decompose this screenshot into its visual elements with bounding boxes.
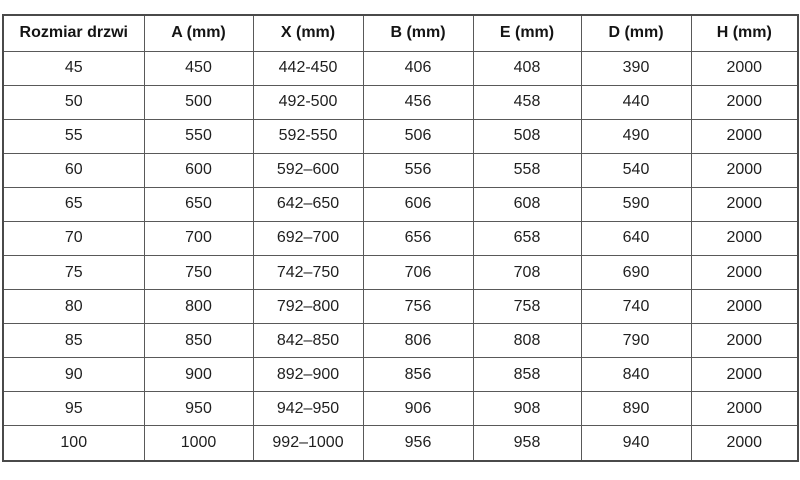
table-cell: 858 — [473, 358, 581, 392]
table-cell: 740 — [581, 290, 691, 324]
table-row — [3, 290, 798, 324]
column-header-x-mm: X (mm) — [253, 15, 363, 51]
table-cell: 556 — [363, 153, 473, 187]
table-cell: 406 — [363, 51, 473, 85]
table-cell: 506 — [363, 119, 473, 153]
table-cell: 490 — [581, 119, 691, 153]
table-cell: 658 — [473, 221, 581, 255]
table-cell: 892–900 — [253, 358, 363, 392]
table-cell: 708 — [473, 255, 581, 289]
table-row — [3, 358, 798, 392]
table-cell: 2000 — [691, 255, 798, 289]
table-cell: 85 — [3, 324, 144, 358]
column-header-a-mm: A (mm) — [144, 15, 253, 51]
table-cell: 592-550 — [253, 119, 363, 153]
table-cell: 600 — [144, 153, 253, 187]
table-cell: 2000 — [691, 324, 798, 358]
table-cell: 606 — [363, 187, 473, 221]
table-cell: 2000 — [691, 153, 798, 187]
table-cell: 800 — [144, 290, 253, 324]
table-cell: 390 — [581, 51, 691, 85]
table-row — [3, 426, 798, 461]
table-cell: 758 — [473, 290, 581, 324]
table-cell: 90 — [3, 358, 144, 392]
column-header-b-mm: B (mm) — [363, 15, 473, 51]
table-cell: 440 — [581, 85, 691, 119]
table-cell: 942–950 — [253, 392, 363, 426]
table-cell: 700 — [144, 221, 253, 255]
table-cell: 742–750 — [253, 255, 363, 289]
table-cell: 70 — [3, 221, 144, 255]
table-cell: 2000 — [691, 426, 798, 461]
door-dimensions-table-container — [2, 14, 797, 462]
table-cell: 2000 — [691, 221, 798, 255]
table-cell: 75 — [3, 255, 144, 289]
table-cell: 2000 — [691, 187, 798, 221]
table-cell: 690 — [581, 255, 691, 289]
table-cell: 2000 — [691, 392, 798, 426]
table-cell: 1000 — [144, 426, 253, 461]
table-cell: 55 — [3, 119, 144, 153]
table-cell: 806 — [363, 324, 473, 358]
table-cell: 592–600 — [253, 153, 363, 187]
table-cell: 2000 — [691, 119, 798, 153]
table-cell: 590 — [581, 187, 691, 221]
table-cell: 840 — [581, 358, 691, 392]
table-cell: 808 — [473, 324, 581, 358]
door-dimensions-table — [2, 14, 799, 462]
table-cell: 856 — [363, 358, 473, 392]
table-cell: 650 — [144, 187, 253, 221]
table-row — [3, 85, 798, 119]
table-row — [3, 221, 798, 255]
table-cell: 850 — [144, 324, 253, 358]
table-row — [3, 119, 798, 153]
table-cell: 906 — [363, 392, 473, 426]
table-cell: 95 — [3, 392, 144, 426]
table-cell: 790 — [581, 324, 691, 358]
table-cell: 642–650 — [253, 187, 363, 221]
table-cell: 956 — [363, 426, 473, 461]
table-cell: 50 — [3, 85, 144, 119]
table-cell: 442-450 — [253, 51, 363, 85]
table-cell: 2000 — [691, 290, 798, 324]
table-cell: 640 — [581, 221, 691, 255]
table-row — [3, 255, 798, 289]
table-cell: 65 — [3, 187, 144, 221]
table-cell: 756 — [363, 290, 473, 324]
table-cell: 408 — [473, 51, 581, 85]
table-cell: 706 — [363, 255, 473, 289]
table-cell: 500 — [144, 85, 253, 119]
table-cell: 508 — [473, 119, 581, 153]
table-cell: 908 — [473, 392, 581, 426]
table-cell: 45 — [3, 51, 144, 85]
table-row — [3, 187, 798, 221]
table-cell: 100 — [3, 426, 144, 461]
table-cell: 900 — [144, 358, 253, 392]
table-cell: 656 — [363, 221, 473, 255]
table-cell: 540 — [581, 153, 691, 187]
table-cell: 458 — [473, 85, 581, 119]
table-cell: 492-500 — [253, 85, 363, 119]
table-cell: 450 — [144, 51, 253, 85]
column-header-h-mm: H (mm) — [691, 15, 798, 51]
column-header-rozmiar-drzwi: Rozmiar drzwi — [3, 15, 144, 51]
table-cell: 60 — [3, 153, 144, 187]
column-header-e-mm: E (mm) — [473, 15, 581, 51]
table-row — [3, 324, 798, 358]
table-cell: 750 — [144, 255, 253, 289]
table-cell: 2000 — [691, 358, 798, 392]
table-row — [3, 51, 798, 85]
table-cell: 608 — [473, 187, 581, 221]
table-row — [3, 153, 798, 187]
table-cell: 958 — [473, 426, 581, 461]
table-cell: 692–700 — [253, 221, 363, 255]
table-cell: 890 — [581, 392, 691, 426]
table-header-row — [3, 15, 798, 51]
table-cell: 558 — [473, 153, 581, 187]
table-cell: 792–800 — [253, 290, 363, 324]
column-header-d-mm: D (mm) — [581, 15, 691, 51]
table-cell: 950 — [144, 392, 253, 426]
table-cell: 940 — [581, 426, 691, 461]
table-cell: 842–850 — [253, 324, 363, 358]
table-cell: 456 — [363, 85, 473, 119]
table-cell: 992–1000 — [253, 426, 363, 461]
table-cell: 80 — [3, 290, 144, 324]
table-cell: 2000 — [691, 51, 798, 85]
table-cell: 2000 — [691, 85, 798, 119]
table-cell: 550 — [144, 119, 253, 153]
table-row — [3, 392, 798, 426]
